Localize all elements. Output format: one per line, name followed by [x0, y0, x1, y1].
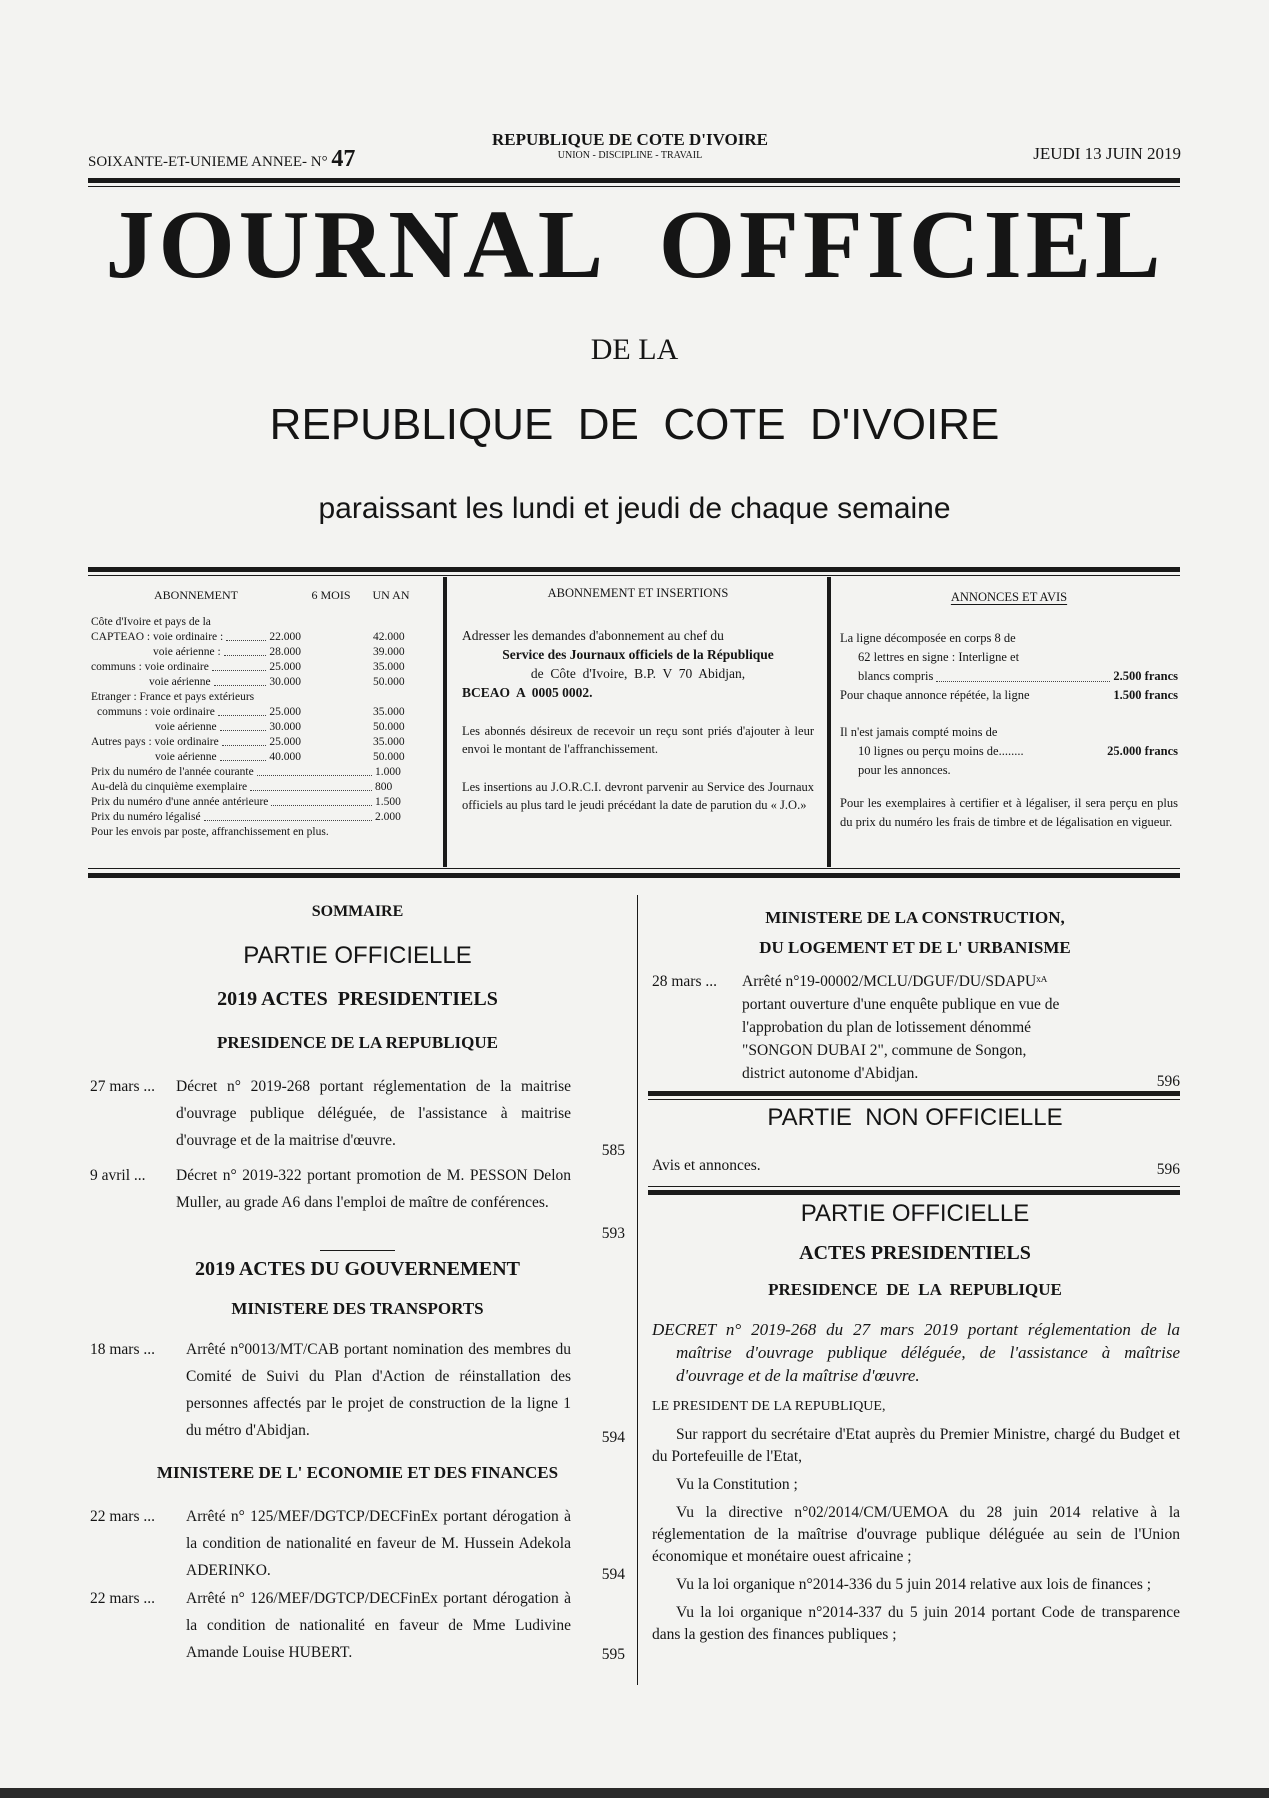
intro-line: Côte d'Ivoire et pays de la: [91, 616, 211, 628]
row-label: voie aérienne: [155, 751, 217, 763]
toc-date: 27 mars ...: [90, 1078, 156, 1095]
left-actes-presidentiels: 2019 ACTES PRESIDENTIELS: [217, 988, 498, 1010]
row-label: CAPTEAO : voie ordinaire :: [91, 631, 224, 643]
subscription-row: [91, 675, 433, 690]
row-1an: 50.000: [373, 721, 405, 733]
toc-page: 585: [601, 1142, 625, 1159]
subscription-row: [91, 705, 433, 720]
insertions-header: ABONNEMENT ET INSERTIONS: [547, 586, 729, 600]
price-value: 1.000: [375, 766, 401, 778]
row-6mois: 28.000: [269, 646, 301, 658]
insertions-p2: Les abonnés désireux de recevoir un reçu sont priés d'ajouter à leur envoi le montant de l'affranchissement.: [462, 724, 814, 756]
toc-text: portant ouverture d'une enquête publique en vue de l'approbation du plan de lotissement dénommé "SONGON DUBAI 2", commune de Songon, district autonome d'Abidjan.: [742, 996, 1060, 1082]
left-presidence: PRESIDENCE DE LA REPUBLIQUE: [216, 1033, 499, 1052]
price-value: 2.000: [375, 811, 401, 823]
row-6mois: 25.000: [269, 736, 301, 748]
price-label: Prix du numéro d'une année antérieure: [91, 796, 269, 808]
left-transports: MINISTERE DES TRANSPORTS: [231, 1299, 484, 1318]
left-actes-gouvernement: 2019 ACTES DU GOUVERNEMENT: [194, 1258, 521, 1280]
edition-line: [88, 146, 355, 173]
decret-paragraph: Sur rapport du secrétaire d'Etat auprès du Premier Ministre, chargé du Budget et du Portefeuille de l'Etat,: [652, 1426, 1180, 1465]
toc-date: 22 mars ...: [90, 1590, 156, 1607]
decret-title: DECRET n° 2019-268 du 27 mars 2019 portant réglementation de la maîtrise d'ouvrage publique déléguée, de l'assistance à maîtrise d'ouvrage et de la maîtrise d'œuvre.: [652, 1320, 1180, 1385]
decret-paragraph: Vu la loi organique n°2014-336 du 5 juin 2014 relative aux lois de finances ;: [676, 1576, 1152, 1593]
price-row: [91, 795, 433, 810]
toc-text: Arrêté n° 126/MEF/DGTCP/DECFinEx portant dérogation à la condition de nationalité en faveur de Mme Ludivine Amande Louise HUBERT.: [186, 1590, 571, 1661]
toc-text: Décret n° 2019-322 portant promotion de M. PESSON Delon Muller, au grade A6 dans l'emploi de maître de conférences.: [176, 1167, 571, 1211]
ministry-line-1: MINISTERE DE LA CONSTRUCTION,: [765, 908, 1065, 927]
p1-line-c: de Côte d'Ivoire, B.P. V 70 Abidjan,: [530, 666, 746, 681]
rule-non-officielle-top-thin: [648, 1099, 1180, 1100]
subscription-row: [91, 660, 433, 675]
left-partie-officielle: PARTIE OFFICIELLE: [243, 942, 472, 969]
issue-date: JEUDI 13 JUIN 2019: [1033, 144, 1181, 163]
row-label: voie aérienne: [155, 721, 217, 733]
row-label: communs : voie ordinaire: [97, 706, 215, 718]
row-6mois: 22.000: [269, 631, 301, 643]
frequency: paraissant les lundi et jeudi de chaque semaine: [318, 492, 951, 525]
price-value: 800: [375, 781, 393, 793]
subscription-row: [91, 645, 433, 660]
header-rule: [88, 178, 1180, 183]
row-1an: 50.000: [373, 751, 405, 763]
subscription-row: [91, 735, 433, 750]
box-divider-2: [827, 577, 831, 867]
annonces-line-3: [840, 667, 1178, 686]
toc-entry[interactable]: [90, 1162, 625, 1242]
toc-page: 593: [601, 1225, 625, 1242]
row-6mois: 30.000: [269, 721, 301, 733]
avis-entry[interactable]: [652, 1157, 1180, 1179]
of-the: DE LA: [590, 333, 679, 366]
p1-line-b: Service des Journaux officiels de la République: [502, 647, 774, 662]
annonces-line-1: La ligne décomposée en corps 8 de: [840, 631, 1016, 645]
toc-date: 22 mars ...: [90, 1508, 156, 1525]
box-top-rule-thin: [88, 575, 1180, 576]
decret-paragraph: Vu la Constitution ;: [676, 1476, 798, 1493]
price-label: Prix du numéro légalisé: [91, 811, 201, 823]
prices-group: [91, 765, 433, 825]
price-row: [91, 780, 433, 795]
country-title: REPUBLIQUE DE COTE D'IVOIRE: [269, 400, 1000, 449]
p1-line-d: BCEAO A 0005 0002.: [462, 685, 593, 700]
intro-line-2: Etranger : France et pays extérieurs: [91, 691, 255, 703]
right-presidence: PRESIDENCE DE LA REPUBLIQUE: [768, 1280, 1062, 1299]
rule-officielle-top-thin: [648, 1186, 1180, 1187]
price-row: [91, 765, 433, 780]
box-bottom-rule-thin: [88, 868, 1180, 869]
toc-date: 28 mars ...: [652, 973, 718, 990]
toc-text: Décret n° 2019-268 portant réglementation de la maitrise d'ouvrage publique déléguée, de l'assistance à maitrise d'ouvrage et de la maitrise d'œuvre.: [176, 1078, 571, 1149]
p1-line-a: Adresser les demandes d'abonnement au chef du: [462, 628, 724, 643]
row-1an: 35.000: [373, 706, 405, 718]
toc-entry[interactable]: [652, 970, 1180, 1090]
box-top-rule: [88, 567, 1180, 572]
annonces-line-8: Pour les exemplaires à certifier et à légaliser, il sera perçu en plus du prix du numéro les frais de timbre et de légalisation en vigueur.: [840, 796, 1178, 829]
row-6mois: 25.000: [269, 661, 301, 673]
avis-text: Avis et annonces.: [652, 1157, 761, 1174]
republic-block: [470, 130, 790, 161]
ministry-line-2: DU LOGEMENT ET DE L' URBANISME: [759, 938, 1071, 957]
box-bottom-rule: [88, 873, 1180, 878]
right-partie-officielle: PARTIE OFFICIELLE: [800, 1200, 1030, 1227]
rows-group-1: [91, 630, 433, 690]
decret-paragraph: Vu la loi organique n°2014-337 du 5 juin 2014 portant Code de transparence dans la gestion des finances publiques ;: [652, 1604, 1180, 1643]
row-1an: 42.000: [373, 631, 405, 643]
decret-paragraph: Vu la directive n°02/2014/CM/UEMOA du 28 juin 2014 relative à la réglementation de la maîtrise d'ouvrage publique déléguée au sein de l'Union économique et monétaire ouest africaine ;: [652, 1504, 1180, 1565]
annonces-line-4-text: Pour chaque annonce répétée, la ligne: [840, 688, 1030, 702]
toc-page: 595: [601, 1646, 625, 1663]
subscription-row: [91, 750, 433, 765]
annonces-column: [840, 588, 1178, 832]
annonces-line-6-text: 10 lignes ou perçu moins de........: [858, 744, 1024, 758]
row-1an: 35.000: [373, 736, 405, 748]
row-1an: 35.000: [373, 661, 405, 673]
right-non-officielle: PARTIE NON OFFICIELLE: [767, 1104, 1063, 1131]
left-economie: MINISTERE DE L' ECONOMIE ET DES FINANCES: [156, 1463, 559, 1482]
row-label: communs : voie ordinaire: [91, 661, 209, 673]
row-label: Autres pays : voie ordinaire: [91, 736, 219, 748]
journal-title: JOURNAL OFFICIEL: [105, 191, 1165, 299]
subscription-header: [91, 588, 433, 603]
toc-entry[interactable]: [90, 1585, 625, 1665]
annonces-line-4: [840, 686, 1178, 705]
annonces-line-7: pour les annonces.: [858, 763, 951, 777]
insertions-column: [462, 584, 814, 814]
subscription-row: [91, 630, 433, 645]
toc-text: Arrêté n° 125/MEF/DGTCP/DECFinEx portant dérogation à la condition de nationalité en faveur de M. Hussein Adekola ADERINKO.: [186, 1508, 571, 1579]
republic-motto: UNION - DISCIPLINE - TRAVAIL: [557, 150, 703, 161]
annonces-price-3: 25.000 francs: [1107, 744, 1178, 758]
annonces-line-2: 62 lettres en signe : Interligne et: [858, 650, 1020, 664]
annonces-line-6: [840, 742, 1178, 761]
box-divider-1: [443, 577, 447, 867]
subscription-table: [91, 588, 433, 840]
rule-non-officielle-top: [648, 1091, 1180, 1096]
postage-note: Pour les envois par poste, affranchissement en plus.: [91, 826, 329, 838]
rows-group-2: [91, 705, 433, 765]
toc-date: 9 avril ...: [90, 1167, 146, 1184]
toc-page: 594: [601, 1566, 625, 1583]
col-abonnement: ABONNEMENT: [154, 588, 238, 602]
toc-entry[interactable]: [90, 1336, 625, 1446]
rule-officielle-top: [648, 1190, 1180, 1195]
insertions-p3: Les insertions au J.O.R.C.I. devront parvenir au Service des Journaux officiels au plus tard le jeudi précédant la date de parution du « J.O.»: [462, 780, 814, 812]
right-actes: ACTES PRESIDENTIELS: [799, 1242, 1031, 1264]
price-row: [91, 810, 433, 825]
republic-name: REPUBLIQUE DE COTE D'IVOIRE: [492, 130, 768, 149]
annonces-price-2: 1.500 francs: [1113, 688, 1178, 702]
subscription-row: [91, 720, 433, 735]
le-president: LE PRESIDENT DE LA REPUBLIQUE,: [652, 1399, 886, 1414]
toc-entry[interactable]: [90, 1073, 625, 1159]
scan-edge: [0, 1788, 1269, 1798]
row-6mois: 40.000: [269, 751, 301, 763]
toc-entry[interactable]: [90, 1503, 625, 1583]
row-6mois: 30.000: [269, 676, 301, 688]
decret-paragraphs: [652, 1424, 1180, 1652]
toc-date: 18 mars ...: [90, 1341, 156, 1358]
row-6mois: 25.000: [269, 706, 301, 718]
short-rule: [320, 1250, 395, 1251]
toc-page: 594: [601, 1429, 625, 1446]
price-label: Au-delà du cinquième exemplaire: [91, 781, 248, 793]
column-divider: [637, 895, 638, 1685]
header-rule-thin: [88, 186, 1180, 187]
row-1an: 39.000: [373, 646, 405, 658]
toc-text: Arrêté n°0013/MT/CAB portant nomination des membres du Comité de Suivi du Plan d'Action de réinstallation des personnes affectés par le projet de construction de la ligne 1 du métro d'Abidjan.: [186, 1341, 571, 1439]
annonces-price-1: 2.500 francs: [1113, 669, 1178, 683]
edition-prefix: SOIXANTE-ET-UNIEME ANNEE- N°: [88, 154, 328, 170]
insertions-p1: [462, 626, 814, 702]
price-label: Prix du numéro de l'année courante: [91, 766, 254, 778]
price-value: 1.500: [375, 796, 401, 808]
toc-page: 596: [1156, 1073, 1180, 1090]
avis-page: 596: [1156, 1161, 1180, 1178]
annonces-line-3-text: blancs compris: [858, 669, 934, 683]
edition-number: 47: [331, 146, 356, 172]
annonces-header: ANNONCES ET AVIS: [950, 590, 1068, 604]
row-label: voie aérienne: [149, 676, 211, 688]
annonces-line-5: Il n'est jamais compté moins de: [840, 725, 998, 739]
row-label: voie aérienne :: [153, 646, 221, 658]
right-ministry: [650, 903, 1180, 963]
col-6mois: 6 MOIS: [311, 588, 351, 602]
toc-text-line: Arrêté n°19-00002/MCLU/DGUF/DU/SDAPUˣᴬ: [742, 973, 1048, 990]
col-1an: UN AN: [372, 588, 410, 602]
row-1an: 50.000: [373, 676, 405, 688]
sommaire-heading: SOMMAIRE: [311, 903, 404, 920]
